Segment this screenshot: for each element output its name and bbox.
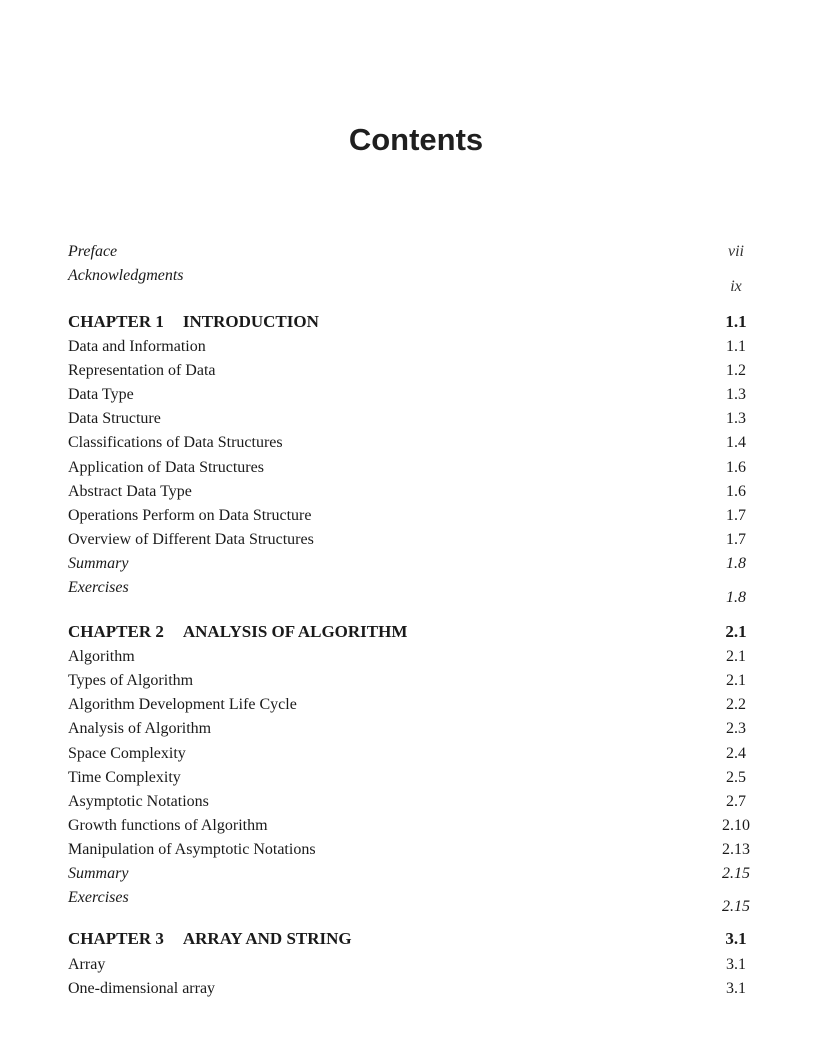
entry-page: 1.6	[726, 483, 746, 500]
toc-entry	[68, 409, 758, 429]
toc-entry	[68, 647, 758, 667]
chapter-page: 3.1	[725, 929, 747, 948]
entry-title: Types of Algorithm	[68, 672, 194, 689]
entry-page: 1.4	[726, 434, 746, 451]
chapter-heading	[68, 312, 758, 332]
entry-page: 1.3	[726, 386, 746, 403]
entry-page: 2.2	[726, 696, 746, 713]
toc-entry	[68, 979, 758, 999]
entry-page: 2.4	[726, 745, 746, 762]
entry-title: Classifications of Data Structures	[68, 434, 283, 451]
entry-page: 1.7	[726, 507, 746, 524]
chapter-label: CHAPTER 1	[68, 312, 164, 331]
entry-page: 1.8	[726, 555, 746, 572]
toc-entry-exercises	[68, 578, 758, 606]
entry-title: Algorithm Development Life Cycle	[68, 696, 297, 713]
entry-title: Abstract Data Type	[68, 483, 192, 500]
entry-title: Exercises	[68, 889, 129, 906]
entry-title: Summary	[68, 555, 129, 572]
entry-page: 1.3	[726, 410, 746, 427]
toc-entry-preface	[68, 242, 758, 262]
entry-page: 2.7	[726, 793, 746, 810]
entry-page: 1.6	[726, 459, 746, 476]
toc-entry	[68, 530, 758, 550]
chapter-label: CHAPTER 3	[68, 929, 164, 948]
entry-title: Preface	[68, 243, 118, 260]
toc-entry	[68, 719, 758, 739]
entry-page: 1.1	[726, 338, 746, 355]
entry-page: 3.1	[726, 956, 746, 973]
toc-entry	[68, 385, 758, 405]
chapter-heading	[68, 929, 758, 949]
entry-page: 2.1	[726, 648, 746, 665]
entry-page: vii	[728, 243, 744, 260]
entry-page: 2.13	[722, 841, 750, 858]
entry-page: 1.8	[726, 589, 746, 606]
chapter-heading	[68, 622, 758, 642]
entry-title: Application of Data Structures	[68, 459, 264, 476]
entry-page: 1.2	[726, 362, 746, 379]
entry-title: Exercises	[68, 579, 129, 596]
entry-title: One-dimensional array	[68, 980, 216, 997]
chapter-title	[68, 622, 407, 642]
toc-entry	[68, 695, 758, 715]
entry-page: 2.5	[726, 769, 746, 786]
toc-entry-summary	[68, 554, 758, 574]
chapter-name: ANALYSIS OF ALGORITHM	[182, 622, 408, 641]
chapter-title	[68, 312, 319, 332]
entry-page: 2.10	[722, 817, 750, 834]
entry-title: Array	[68, 956, 106, 973]
toc-entry	[68, 337, 758, 357]
entry-title: Algorithm	[68, 648, 135, 665]
toc-entry	[68, 671, 758, 691]
entry-page: 2.15	[722, 898, 750, 915]
toc-entry	[68, 482, 758, 502]
toc-entry	[68, 768, 758, 788]
entry-title: Data Type	[68, 386, 134, 403]
entry-title: Summary	[68, 865, 129, 882]
entry-title: Overview of Different Data Structures	[68, 531, 314, 548]
entry-page: 3.1	[726, 980, 746, 997]
chapter-title	[68, 929, 352, 949]
toc-entry-summary	[68, 864, 758, 884]
toc-entry	[68, 744, 758, 764]
entry-page: 2.3	[726, 720, 746, 737]
toc-entry	[68, 506, 758, 526]
chapter-name: ARRAY AND STRING	[182, 929, 352, 948]
toc-entry-exercises	[68, 888, 758, 915]
entry-title: Analysis of Algorithm	[68, 720, 212, 737]
chapter-page: 1.1	[725, 312, 747, 331]
page-title: Contents	[348, 122, 484, 157]
toc-entry	[68, 361, 758, 381]
toc-entry	[68, 955, 758, 975]
entry-page: 2.15	[722, 865, 750, 882]
toc-entry	[68, 816, 758, 836]
entry-title: Time Complexity	[68, 769, 181, 786]
toc-entry	[68, 792, 758, 812]
entry-title: Acknowledgments	[68, 267, 184, 284]
entry-title: Representation of Data	[68, 362, 216, 379]
entry-title: Operations Perform on Data Structure	[68, 507, 312, 524]
entry-page: 2.1	[726, 672, 746, 689]
entry-title: Space Complexity	[68, 745, 186, 762]
chapter-name: INTRODUCTION	[182, 312, 319, 331]
entry-title: Data Structure	[68, 410, 161, 427]
toc-entry	[68, 840, 758, 860]
entry-page: 1.7	[726, 531, 746, 548]
toc-entry	[68, 458, 758, 478]
toc-entry	[68, 433, 758, 453]
entry-title: Data and Information	[68, 338, 206, 355]
entry-title: Growth functions of Algorithm	[68, 817, 268, 834]
entry-title: Manipulation of Asymptotic Notations	[68, 841, 316, 858]
entry-page: ix	[730, 278, 742, 295]
chapter-label: CHAPTER 2	[68, 622, 164, 641]
chapter-page: 2.1	[725, 622, 747, 641]
toc-entry-acknowledgments	[68, 266, 758, 295]
entry-title: Asymptotic Notations	[68, 793, 209, 810]
